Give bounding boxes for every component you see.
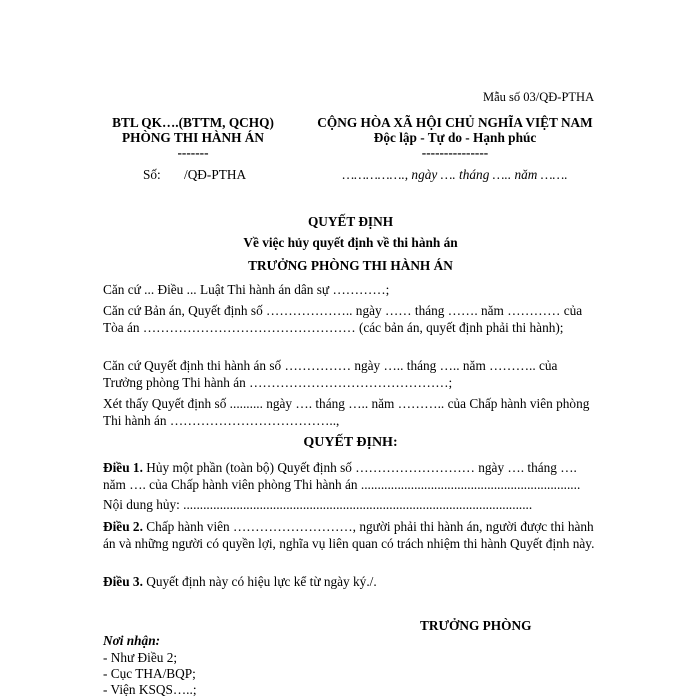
decision-heading: QUYẾT ĐỊNH: — [303, 435, 398, 450]
basis-2: Căn cứ Bản án, Quyết định số ……………….. ngày …… tháng ……. năm ………… của Tòa án ………………………………………… (các bản án, quyết định phải thi hành); — [103, 303, 583, 335]
national-motto: Độc lập - Tự do - Hạnh phúc — [373, 130, 537, 145]
content-line: Nội dung hủy: ......................................................................................................... — [103, 497, 533, 512]
recipient-item: - Như Điều 2; — [103, 650, 178, 665]
article-2-text: Chấp hành viên ………………………, người phải thi hành án, người được thi hành án và những người có quyền lợi, nghĩa vụ liên quan có trách nhiệm thi hành Quyết định này. — [103, 519, 595, 551]
agency-name: BTL QK….(BTTM, QCHQ) — [112, 115, 274, 130]
department-name: PHÒNG THI HÀNH ÁN — [122, 130, 264, 145]
decision-number: Số: /QĐ-PTHA — [143, 167, 247, 182]
article-1-text: Hủy một phần (toàn bộ) Quyết định số ……………………… ngày …. tháng …. năm …. của Chấp hành viên phòng Thi hành án .................................................................. — [103, 460, 581, 492]
article-3-label: Điều 3. — [103, 574, 143, 589]
recipient-item: - Viện KSQS…..; — [103, 682, 197, 697]
left-divider: ------- — [177, 145, 209, 160]
document-title: QUYẾT ĐỊNH — [307, 214, 394, 229]
signature-title: TRƯỞNG PHÒNG — [420, 618, 532, 633]
place-date-line: ……………., ngày …. tháng ….. năm ……. — [342, 167, 568, 182]
article-1 — [103, 459, 598, 493]
basis-4: Xét thấy Quyết định số .......... ngày …. tháng ….. năm ……….. của Chấp hành viên phòng Thi hành án ……………………………….., — [103, 396, 590, 428]
recipients-heading: Nơi nhận: — [103, 633, 161, 648]
basis-3: Căn cứ Quyết định thi hành án số …………… ngày ….. tháng ….. năm ……….. của Trưởng phòng Thi hành án ………………………………………; — [103, 358, 558, 390]
article-3-text: Quyết định này có hiệu lực kể từ ngày ký./. — [142, 574, 377, 589]
national-title: CỘNG HÒA XÃ HỘI CHỦ NGHĨA VIỆT NAM — [317, 115, 593, 130]
document-subject: Về việc hủy quyết định về thi hành án — [243, 235, 458, 250]
article-2 — [103, 518, 598, 552]
issuing-authority: TRƯỞNG PHÒNG THI HÀNH ÁN — [248, 258, 453, 273]
right-divider: --------------- — [421, 145, 489, 160]
recipient-item: - Cục THA/BQP; — [103, 666, 196, 681]
basis-1: Căn cứ ... Điều ... Luật Thi hành án dân sự …………; — [103, 282, 390, 297]
article-3 — [103, 573, 598, 590]
form-number: Mẫu số 03/QĐ-PTHA — [483, 90, 595, 104]
article-1-label: Điều 1. — [103, 460, 143, 475]
article-2-label: Điều 2. — [103, 519, 143, 534]
